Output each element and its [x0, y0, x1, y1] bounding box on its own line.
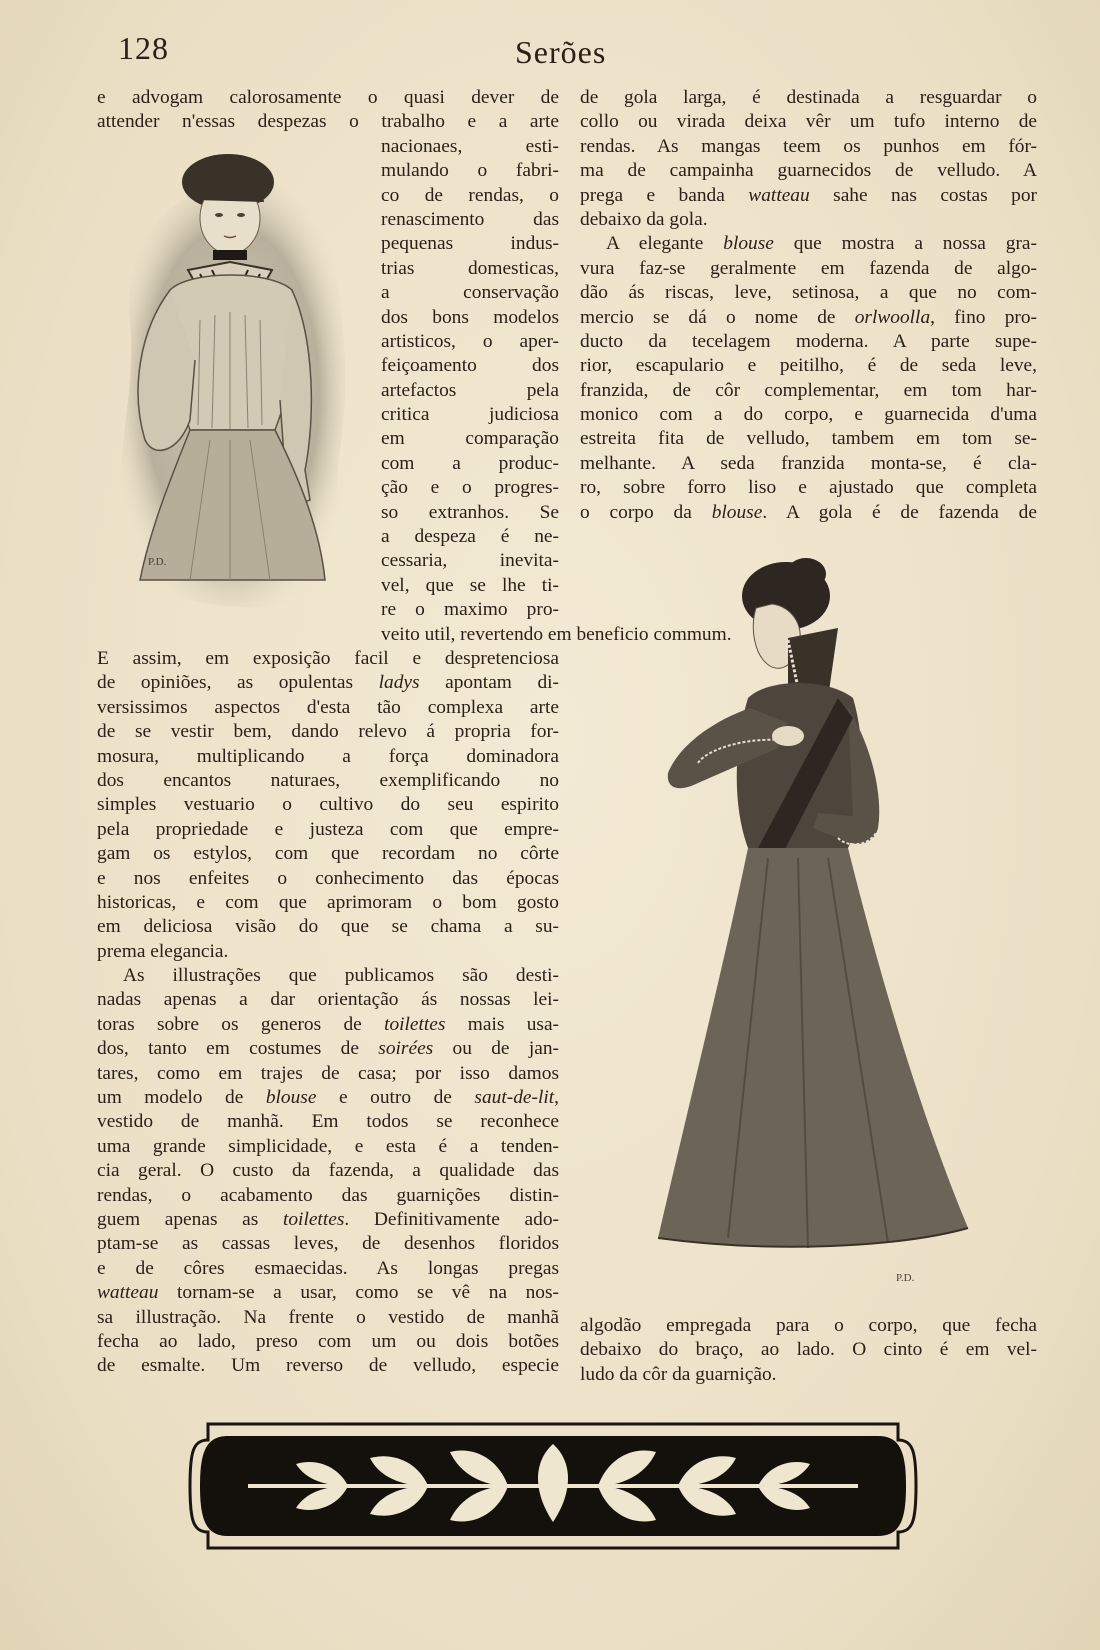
text-line: mercio se dá o nome de orlwoolla, fino pro- — [580, 306, 1037, 328]
text-line: nadas apenas a dar orientação ás nossas lei- — [97, 989, 559, 1011]
text-line: pela propriedade e justeza com que empre- — [97, 818, 559, 840]
text-line: attender n'essas despezas o trabalho e a arte — [97, 111, 559, 133]
text-line: cia geral. O custo da fazenda, a qualidade das — [97, 1160, 559, 1182]
text-line: um modelo de blouse e outro de saut-de-lit, — [97, 1087, 559, 1109]
text-line: em deliciosa visão do que se chama a su- — [97, 916, 559, 938]
page-number: 128 — [118, 30, 169, 66]
text-line: ma de campainha guarnecidos de velludo. A — [580, 160, 1037, 182]
text-line: simples vestuario o cultivo do seu espirito — [97, 794, 559, 816]
text-line: A elegante blouse que mostra a nossa gra- — [606, 233, 1037, 255]
text-line: re o maximo pro- — [381, 599, 559, 621]
text-line: ção e o progres- — [381, 477, 559, 499]
text-line: melhante. A seda franzida monta-se, é cla- — [580, 452, 1037, 474]
text-line: debaixo do braço, ao lado. O cinto é em vel- — [580, 1339, 1037, 1361]
text-line: rendas. As mangas teem os punhos em fór- — [580, 135, 1037, 157]
text-line: ro, sobre forro liso e ajustado que completa — [580, 477, 1037, 499]
text-line: nacionaes, esti- — [381, 135, 559, 157]
text-line: vura faz-se geralmente em fazenda de algo- — [580, 257, 1037, 279]
text-line: gam os estylos, com que recordam no côrte — [97, 843, 559, 865]
blouse-drawing — [100, 140, 362, 620]
text-line: e nos enfeites o conhecimento das épocas — [97, 867, 559, 889]
text-line: veito util, revertendo em beneficio commum. — [381, 623, 732, 645]
text-line: debaixo da gola. — [580, 208, 708, 230]
leaf-ornament-icon — [188, 1422, 918, 1550]
text-line: cessaria, inevita- — [381, 550, 559, 572]
text-line: E assim, em exposição facil e despretenciosa — [97, 647, 559, 669]
text-line: ducto da tecelagem moderna. A parte supe- — [580, 330, 1037, 352]
text-line: mulando o fabri- — [381, 160, 559, 182]
text-line: a despeza é ne- — [381, 526, 559, 548]
text-line: em comparação — [381, 428, 559, 450]
text-line: feiçoamento dos — [381, 355, 559, 377]
dress-drawing — [638, 548, 988, 1293]
text-line: vestido de manhã. Em todos se reconhece — [97, 1111, 559, 1133]
illustration-signature: P.D. — [896, 1272, 915, 1284]
text-line: dos bons modelos — [381, 306, 559, 328]
illustration-signature: P.D. — [148, 556, 167, 568]
text-line: a conservação — [381, 282, 559, 304]
text-line: critica judiciosa — [381, 404, 559, 426]
right-column — [580, 86, 1037, 525]
text-line: guem apenas as toilettes. Definitivamente ado- — [97, 1208, 559, 1230]
text-line: trias domesticas, — [381, 257, 559, 279]
text-line: tares, como em trajes de casa; por isso damos — [97, 1062, 559, 1084]
text-line: ptam-se as cassas leves, de desenhos floridos — [97, 1233, 559, 1255]
text-line: rendas, o acabamento das guarnições distin- — [97, 1184, 559, 1206]
text-line: dos, tanto em costumes de soirées ou de jan- — [97, 1038, 559, 1060]
text-line: uma grande simplicidade, e esta é a tenden- — [97, 1135, 559, 1157]
text-line: o corpo da blouse. A gola é de fazenda de — [580, 501, 1037, 523]
text-line: de gola larga, é destinada a resguardar o — [580, 87, 1037, 108]
illustration-blouse — [100, 140, 362, 620]
text-line: rior, escapulario e peitilho, é de seda leve, — [580, 355, 1037, 377]
text-line: dos encantos naturaes, exemplificando no — [97, 769, 559, 791]
text-line: de esmalte. Um reverso de velludo, especie — [97, 1355, 559, 1377]
text-line: de opiniões, as opulentas ladys apontam di- — [97, 672, 559, 694]
text-line: versissimos aspectos d'esta tão complexa arte — [97, 696, 559, 718]
text-line: mosura, multiplicando a força dominadora — [97, 745, 559, 767]
text-line: As illustrações que publicamos são desti- — [123, 965, 559, 987]
text-line: de se vestir bem, dando relevo á propria for- — [97, 721, 559, 743]
text-line: so extranhos. Se — [381, 501, 559, 523]
text-line: com a produc- — [381, 452, 559, 474]
text-line: franzida, de côr complementar, em tom har- — [580, 379, 1037, 401]
text-line: artisticos, o aper- — [381, 330, 559, 352]
text-line: artefactos pela — [381, 379, 559, 401]
running-title: Serões — [515, 34, 607, 70]
text-line: co de rendas, o — [381, 184, 559, 206]
text-line: toras sobre os generos de toilettes mais usa- — [97, 1013, 560, 1035]
text-line: renascimento das — [381, 208, 559, 230]
text-line: monico com a do corpo, e guarnecida d'uma — [580, 404, 1037, 426]
text-line: vel, que se lhe ti- — [381, 574, 559, 596]
text-line: algodão empregada para o corpo, que fecha — [580, 1315, 1037, 1336]
right-column-continuation — [580, 1314, 1037, 1387]
text-line: watteau tornam-se a usar, como se vê na nos- — [97, 1282, 559, 1304]
text-line: e de côres esmaecidas. As longas pregas — [97, 1257, 559, 1279]
illustration-saut-de-lit — [638, 548, 988, 1293]
text-line: pequenas indus- — [381, 233, 559, 255]
text-line: fecha ao lado, preso com um ou dois botões — [97, 1330, 559, 1352]
text-line: dão ás riscas, leve, setinosa, a que no com- — [580, 282, 1037, 304]
text-line: prega e banda watteau sahe nas costas por — [580, 184, 1037, 206]
text-line: collo ou virada deixa vêr um tufo interno de — [580, 111, 1037, 133]
decorative-ornament — [188, 1422, 918, 1550]
text-line: sa illustração. Na frente o vestido de manhã — [97, 1306, 559, 1328]
text-line: e advogam calorosamente o quasi dever de — [97, 87, 559, 108]
text-line: estreita fita de velludo, tambem em tom se- — [580, 428, 1037, 450]
text-line: ludo da côr da guarnição. — [580, 1363, 777, 1385]
text-line: prema elegancia. — [97, 940, 229, 962]
text-line: historicas, e com que aprimoram o bom gosto — [97, 891, 559, 913]
